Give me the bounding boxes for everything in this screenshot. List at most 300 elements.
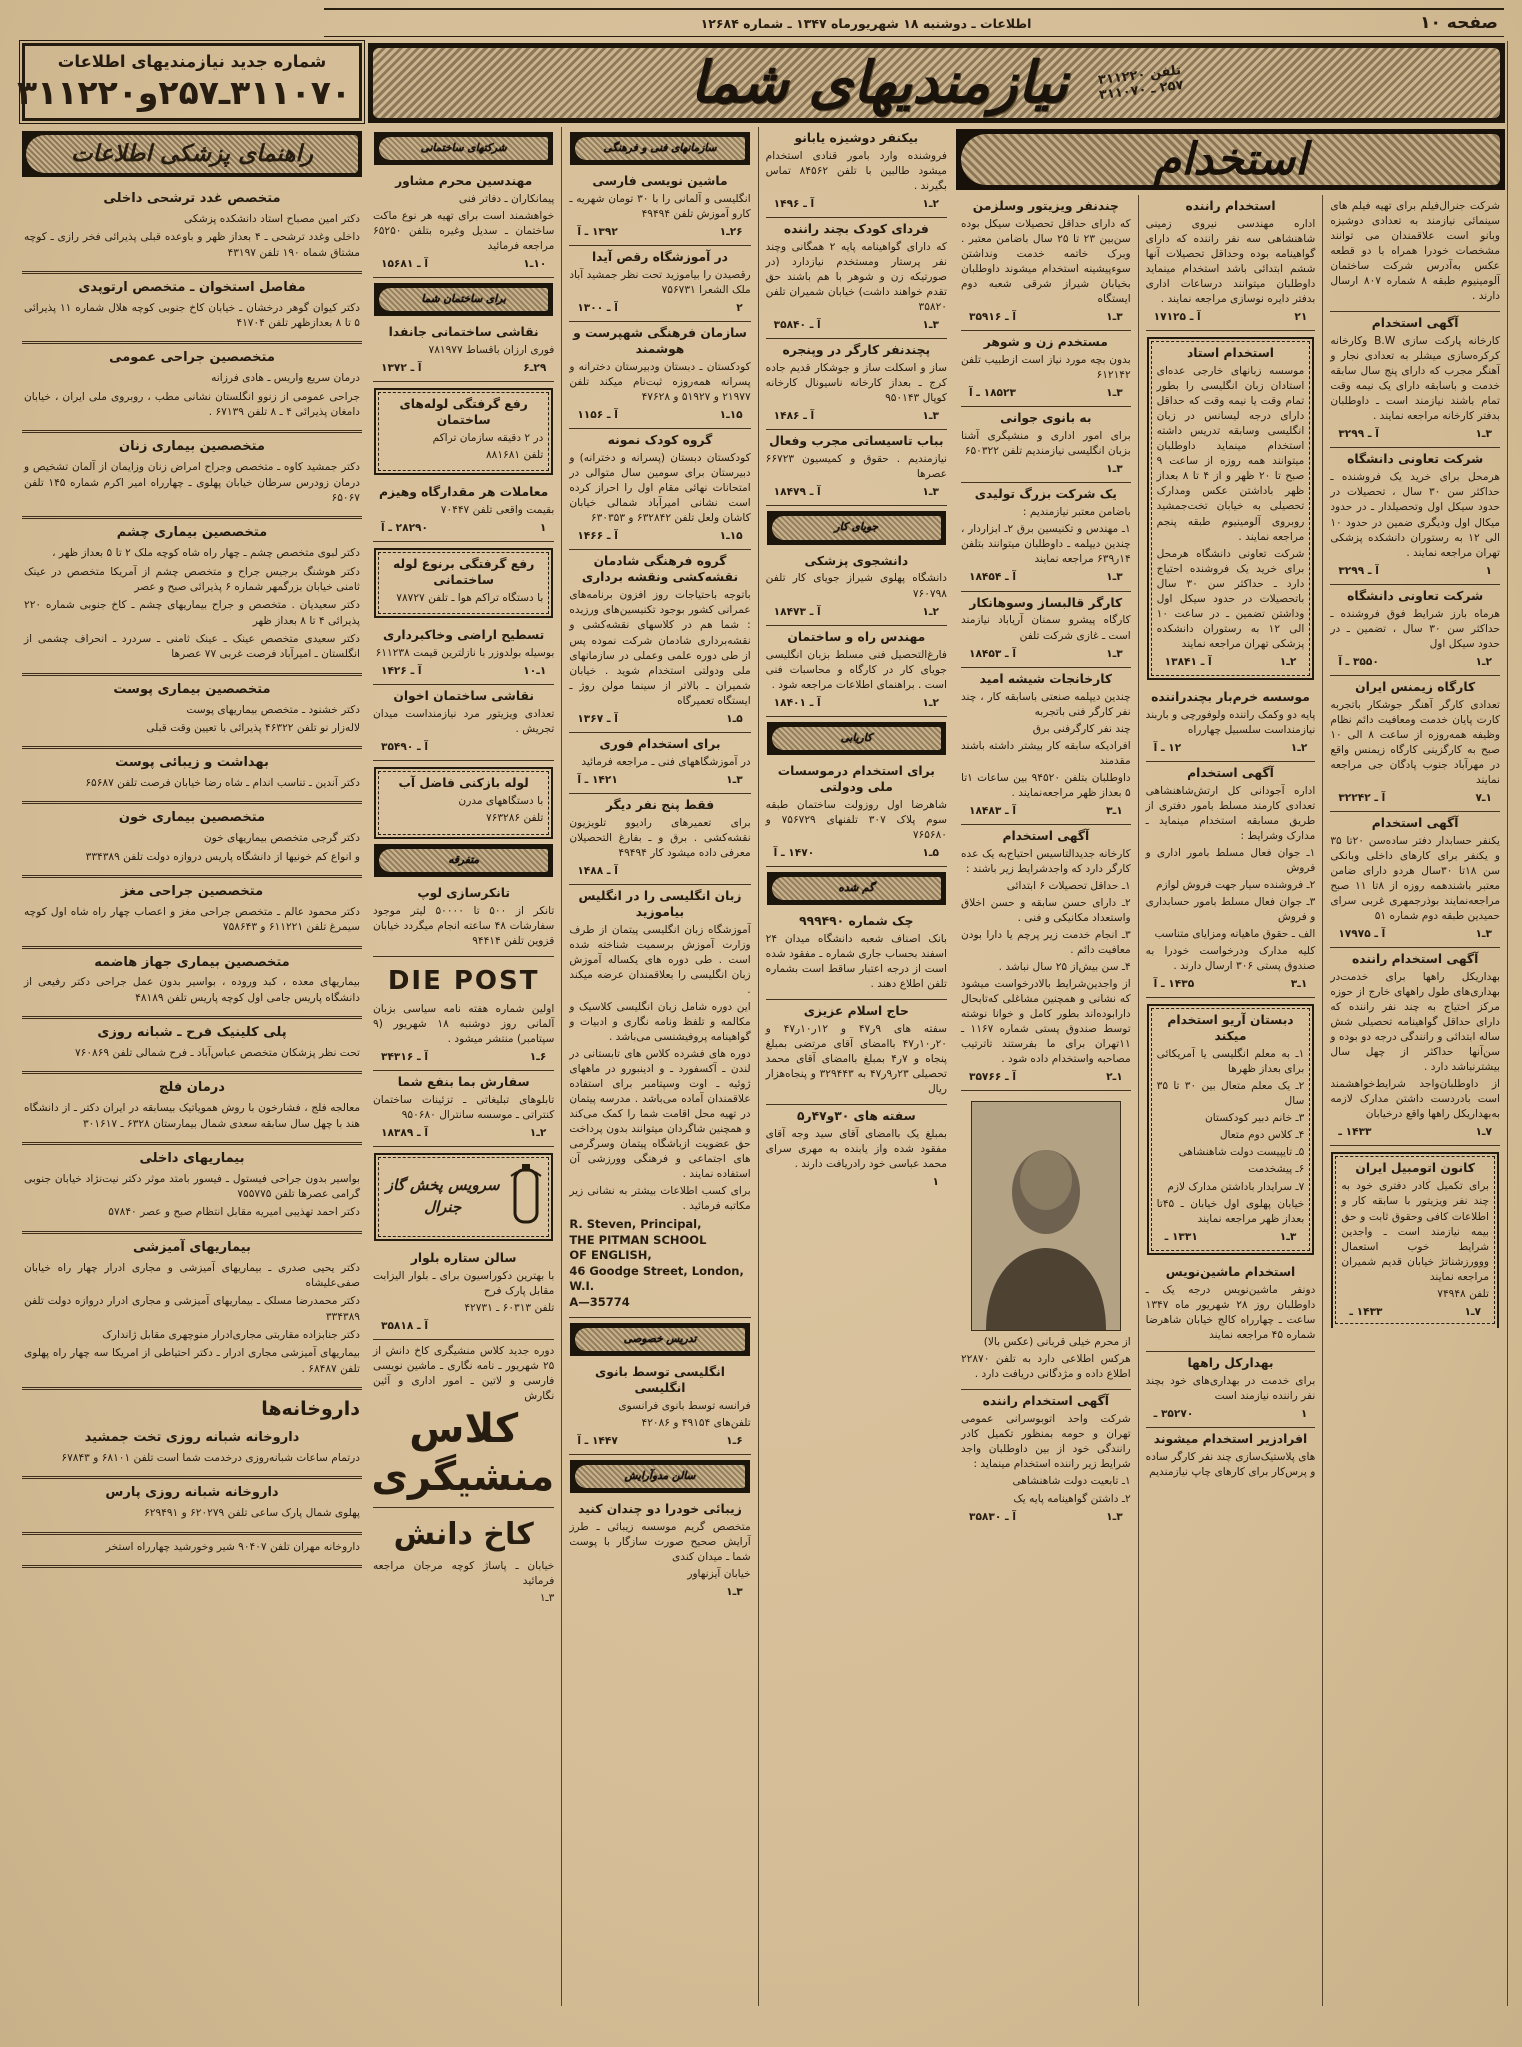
page-columns bbox=[14, 41, 1508, 2006]
medical-entry: بیماریهای آمیزشی مجاری ادرار ـ دکتر احتیاطی از امریکا سه چهار راه پهلوی تلفن ۶۸۴۸۷ . bbox=[24, 1347, 360, 1375]
classified-ad bbox=[373, 481, 554, 542]
ad-body-line: کلیه مدارک ودرخواست خودرا به صندوق پستی ۳۰۶ ارسال دارند . bbox=[1145, 945, 1316, 973]
ad-body-line: ۳ـ انجام خدمت زیر پرچم یا دارا بودن معافیت دائم . bbox=[960, 928, 1131, 956]
ad-id: آ ـ ۳۵۹۱۶ bbox=[968, 311, 1016, 324]
gas-service-ad bbox=[374, 1153, 553, 1241]
ad-run-count: ۳ـ۱ bbox=[726, 1585, 743, 1598]
ad-body-line: فارغ‌التحصیل فنی مسلط بزبان انگلیسی جویای کار در کارگاه و محاسبات فنی است . براهنمای اطلاعات مراجعه شود . bbox=[765, 648, 947, 691]
ad-body-line: بدون بچه مورد نیاز است ازطبیب تلفن ۶۱۲۱۴۲ bbox=[960, 354, 1131, 382]
ad-id: آ ـ ۱۸۴۵۳ bbox=[968, 647, 1016, 660]
column-visitor bbox=[954, 195, 1138, 2006]
ad-title: تانکرسازی لوپ bbox=[417, 885, 510, 900]
ad-title: بباب تاسیساتی مجرب وفعال bbox=[769, 434, 944, 449]
column-ranandeh bbox=[1138, 195, 1323, 2006]
classified-ad bbox=[373, 624, 554, 685]
ad-title: دانشجوی پزشکی bbox=[804, 553, 909, 568]
ad-title: یک شرکت بزرگ تولیدی bbox=[974, 487, 1117, 502]
ad-body-line: تلفن ۸۸۱۶۸۱ bbox=[485, 449, 544, 462]
ad-body-line: تعدادی کارگر آهنگر جوشکار باتجربه کارت پایان خدمت ومعافیت دائم نظام وظیفه همه‌روزه از ساعت ۸ الی ۱۰ صبح به کارگزینی کارگاه زیمنس واقع در مهرآباد جنوب پادگان جی مراجعه نمایند bbox=[1330, 698, 1500, 786]
ad-id: آ ـ ۱۵۶۸۱ bbox=[381, 258, 428, 271]
ad-body-line: ۲ـ یک معلم متعال بین ۳۰ تا ۳۵ سال bbox=[1156, 1080, 1305, 1108]
medical-entry: تحت نظر پزشکان متخصص عباس‌آباد ـ فرح شمالی تلفن ۷۶۰۸۶۹ bbox=[74, 1046, 360, 1059]
ad-body-line: ۴ـ سن بیش‌از ۲۵ سال نباشد . bbox=[998, 961, 1131, 974]
ad-title: شرکت تعاونی دانشگاه bbox=[1347, 452, 1484, 467]
ad-run-count: ۱ـ۱۰ bbox=[523, 665, 547, 678]
ad-body-line: متخصص گریم موسسه زیبائی ـ طرز آرایش صحیح صورت سازگار با پوست شما ـ میدان کندی bbox=[569, 1520, 751, 1563]
ad-run-count: ۱ bbox=[539, 522, 547, 535]
classified-ad bbox=[373, 170, 554, 278]
ad-title: لوله بازکنی فاضل آب bbox=[398, 776, 529, 791]
ad-code bbox=[569, 1584, 750, 1600]
ad-run-count: ۲ـ۱ bbox=[1475, 655, 1492, 668]
medical-entry: معالجه فلج ، فشارخون با روش همویاتیک بیسابقه در ایران دکتر ـ از دانشگاه هند با چهل سال سابقه سعدی شمال بیمارستان ۶۳۲۸ ـ ۳۰۱۶۱۷ bbox=[24, 1102, 360, 1130]
classifieds-title: نیازمندیهای شما bbox=[690, 50, 1068, 116]
ad-title: استخدام استاد bbox=[1186, 346, 1275, 361]
ad-body-line: باضامن معتبر نیازمندیم : bbox=[1022, 506, 1131, 519]
ad-title: سالن ستاره بلوار bbox=[410, 1250, 517, 1265]
ad-body-line: این دوره شامل زبان انگلیسی کلاسیک و مکالمه و تلفظ ونامه نگاری و ادبیات و گواهینامه پروفیشنسی می‌باشد . bbox=[569, 1000, 751, 1044]
ad-title: نقاشی ساختمان اخوان bbox=[393, 689, 534, 704]
ad-title: بهدارکل راهها bbox=[1187, 1355, 1274, 1370]
photo-caption: از محرم خیلی قربانی (عکس بالا) bbox=[983, 1336, 1131, 1349]
classified-ad bbox=[1330, 676, 1500, 812]
classified-ad bbox=[961, 1390, 1131, 1529]
ad-run-count: ۶ـ۱ bbox=[529, 1050, 547, 1063]
classified-ad bbox=[961, 825, 1131, 1091]
medical-section bbox=[22, 185, 362, 274]
ad-body-line: اولین شماره هفته نامه سیاسی بزبان آلمانی روز دوشنبه ۱۸ شهریور (۹ سپتامبر) منتشر میشود . bbox=[373, 1002, 555, 1045]
ad-id: آ ـ ۱۸۳۸۹ bbox=[381, 1126, 428, 1139]
ad-id: ۱۴۷۰ ـ آ bbox=[773, 846, 815, 859]
latin-address-block: R. Steven, Principal, THE PITMAN SCHOOL OF ENGLISH, 46 Goodge Street, London, W.I. A—35774 bbox=[569, 1217, 744, 1309]
ad-body-line: سفته های ۹ر۴۷ و ۱۲ر۱۰ر۴۷ و ۲۰ر۱۰ر۴۷ باامضای آقای مرتضی بمبلغ پنجاه و ۷ر۴ بمبلغ باامضای آقای محمد تحصیلی ۲۳ر۹ر۴۷ به ۳۲۹۴۴۳ و پنجاه‌هزار ریال bbox=[765, 1022, 947, 1096]
ad-body-line: داوطلبان بتلفن ۹۴۵۲۰ بین ساعات ۱تا ۵ بعداز ظهر مراجعه‌نمایند . bbox=[960, 771, 1131, 799]
ad-body-line: آموزشگاه زبان انگلیسی پیتمان از طرف وزارت آموزش برسمیت شناخته شده است . طی دوره های یکساله آموزش زبان انگلیسی را بعلاقمندان عرضه میکند . bbox=[569, 923, 751, 996]
gas-cylinder-icon bbox=[509, 1162, 543, 1231]
ad-run-count: ۱ـ۲ bbox=[1106, 1071, 1123, 1084]
ad-title: مهندس راه و ساختمان bbox=[787, 629, 926, 644]
ad-body-line: شرکت جنرال‌فیلم برای تهیه فیلم های سینمائی نیازمند به تعدادی دوشیزه وبانو است علاقمندان می توانند مشخصات خودرا همراه با دو قطعه عکس به‌آدرس شرکت ساختمان آلومینیوم طبقه ۸ شماره ۸۰۷ ارسال دارند . bbox=[1330, 200, 1500, 303]
ad-title: نقاشی ساختمانی جانفدا bbox=[388, 325, 539, 340]
medical-section bbox=[22, 1019, 362, 1074]
ad-run-count: ۵ـ۱ bbox=[726, 712, 743, 725]
ad-code bbox=[1330, 1124, 1500, 1140]
ad-body-line: شرکت تعاونی دانشگاه هرمحل برای خرید یک فروشنده احتیاج دارد ـ حداکثر سن ۳۰ سال باتحصیلات در حدود سیکل اول وداشتن تضمین ـ در ساعت ۱۰ الی ۱۲ به رستوران دانشکده پزشکی تهران مراجعه نمایند bbox=[1156, 547, 1305, 650]
ad-body-line: تلفن‌های ۴۹۱۵۴ و ۴۲۰۸۶ bbox=[641, 1416, 751, 1429]
ad-run-count: ۲ـ۱ bbox=[922, 198, 939, 211]
medical-entry: دکتر محمدرضا مسلک ـ بیماریهای آمیزشی و مجاری ادرار دروازه دولت تلفن ۳۳۴۳۸۹ bbox=[24, 1295, 360, 1323]
medical-entry: دکتر امین مصباح استاد دانشکده پزشکی bbox=[184, 212, 360, 225]
ad-run-count: ۳ـ۱ bbox=[1279, 1230, 1297, 1243]
medical-section-heading: بیماریهای آمیزشی bbox=[133, 1239, 251, 1255]
ad-body-line: ۱ـ تابعیت دولت شاهنشاهی bbox=[1012, 1475, 1131, 1488]
ad-title: پچندنفر کارگر در وپنجره bbox=[782, 343, 931, 358]
phone-box-numbers: ۳۱۱۰۷۰ـ۲۵۷و۳۱۱۲۲۰ bbox=[17, 73, 351, 112]
ad-code bbox=[961, 646, 1131, 662]
ad-run-count: ۷ـ۱ bbox=[1464, 1305, 1481, 1318]
ad-title: بیکنفر دوشیزه یابانو bbox=[794, 131, 919, 145]
gas-service-title: سرویس پخش گاز جنرال bbox=[385, 1175, 500, 1217]
ad-run-count: ۶ـ۱ bbox=[726, 1434, 743, 1447]
medical-entry: بیماریهای معده ، کبد وروده ، بواسیر بدون عمل جراحی دکتر رفیعی از دانشگاه پاریس جامی اول کوچه پاریس تلفن ۴۸۱۸۹ bbox=[24, 976, 360, 1004]
display-ad bbox=[373, 1340, 554, 1508]
pharmacy-entry bbox=[22, 1535, 362, 1568]
ad-title: افرادزیر استخدام میشوند bbox=[1153, 1431, 1308, 1446]
classified-ad bbox=[569, 246, 750, 322]
ad-body-line: بهداریکل راهها برای خدمت‌در بهداری‌های طول راههای خارج از حوزه مرکز احتیاج به چند نفر راننده که دارای حداقل گواهینامه تحصیلی شش ساله ابتدائی و رانندگی درجه دو بوده و سن‌آنها حداکثر از چهل سال بیشترنباشد دارد . bbox=[1330, 971, 1500, 1074]
ad-body-line: هرمحل برای خرید یک فروشنده ـ حداکثر سن ۳۰ سال ، تحصیلات در حدود سیکل اول وتحصیلدار ـ در حدود میکال اول ودیگری ضمین در حدود ۱۰ الی ۱۲ به رستوران دانشکده پزشکی تهران مراجعه نمایند . bbox=[1330, 471, 1500, 559]
classified-ad bbox=[766, 127, 947, 218]
classifieds-main bbox=[366, 41, 1508, 2006]
boxed-ad bbox=[1147, 337, 1315, 680]
classified-ad bbox=[1146, 762, 1316, 998]
ad-id: آ ـ ۱۸۴۷۳ bbox=[773, 605, 821, 618]
classified-ad bbox=[373, 1071, 554, 1147]
display-ad-text: ۳ـ۱ bbox=[539, 1591, 555, 1604]
ad-body-line: ۴ـ کلاس دوم متعال bbox=[1219, 1129, 1305, 1142]
ad-code bbox=[569, 224, 750, 240]
classified-ad bbox=[961, 668, 1131, 825]
ad-code bbox=[373, 739, 554, 755]
ad-title: آگهی استخدام راننده bbox=[982, 1394, 1109, 1409]
ad-id: آ ـ ۳۵۷۶۶ bbox=[968, 1071, 1016, 1084]
ad-id: آ ـ ۳۵۸۳۰ bbox=[968, 1510, 1016, 1523]
ad-title: مستخدم زن و شوهر bbox=[983, 335, 1108, 350]
ad-title: کارخانجات شیشه امید bbox=[979, 671, 1113, 686]
ad-run-count: ۱۰ـ۱ bbox=[523, 258, 547, 271]
ad-run-count: ۱ـ۳ bbox=[1290, 978, 1308, 991]
ad-run-count: ۲۹ـ۶ bbox=[523, 362, 547, 375]
ad-body-line: شاهرضا اول روزولت ساختمان طبقه سوم پلاک ۳۰۷ تلفنهای ۷۵۶۷۲۹ و ۷۶۵۶۸۰ bbox=[765, 798, 947, 841]
column-sakhtemani bbox=[366, 127, 561, 2006]
boxed-ad bbox=[1147, 1004, 1315, 1254]
ad-body-line: برای تکمیل کادر دفتری خود به چند نفر ویزیتور با سابقه کار و اطلاعات کافی وحقوق ثابت و حق بیمه نیازمند است ـ واجدین شرایط خوب استعمال ووورزشناتژ خیابان قدیم شمیران مراجعه نمایند bbox=[1341, 1180, 1489, 1283]
medical-entry: دکتر هوشنگ برجیس جراح و متخصص چشم از آمریکا متخصص در عینک ثامنی خیابان بزرگمهر شماره ۶ پذیرائی صبح و عصر bbox=[24, 565, 360, 593]
ad-id: ۱۳۳۱ ـ bbox=[1164, 1230, 1198, 1243]
ad-code bbox=[1157, 1229, 1305, 1245]
ad-body-line: برای کسب اطلاعات بیشتر به نشانی زیر مکاتبه فرمائید . bbox=[569, 1185, 751, 1213]
ad-id: آ ـ ۱۸۴۵۴ bbox=[968, 571, 1016, 584]
medical-section bbox=[22, 804, 362, 878]
ad-run-count: ۲۶ـ۱ bbox=[719, 226, 743, 239]
ad-run-count: ۲ـ۱ bbox=[1279, 655, 1297, 668]
ad-body-line: با بهترین دکوراسیون برای ـ بلوار الیزابت مقابل پارک فرح bbox=[373, 1269, 555, 1297]
section-banner bbox=[375, 845, 552, 876]
ad-body-line: ۱ـ مهندس و تکنیسین برق ۲ـ ابزاردار ، چندین دیپلمه ـ داوطلبان میتوانند بتلفن ۱۴ر۶۳۹ مراجعه نمایند bbox=[960, 523, 1131, 566]
ad-title: حاج اسلام عزیزی bbox=[803, 1003, 909, 1018]
ad-code bbox=[569, 1433, 750, 1449]
medical-section bbox=[22, 749, 362, 804]
classified-ad bbox=[569, 733, 750, 794]
ad-body-line: تلفن ۶۰۳۱۳ ـ ۴۲۷۳۱ bbox=[464, 1301, 555, 1314]
ad-body-line: ۶ـ پیشخدمت bbox=[1248, 1163, 1305, 1176]
classified-ad bbox=[1146, 686, 1316, 762]
ad-run-count: ۳ـ۱ bbox=[1106, 1510, 1123, 1523]
classified-ad bbox=[766, 910, 947, 1000]
ad-body-line: ۱ـ حداقل تحصیلات ۶ ابتدائی bbox=[1006, 879, 1131, 892]
ad-code bbox=[766, 196, 947, 212]
classified-ad bbox=[766, 430, 947, 506]
classified-ad bbox=[373, 882, 554, 957]
column-employment-right bbox=[1322, 195, 1507, 2006]
ad-run-count: ۳ـ۱ bbox=[726, 773, 743, 786]
ad-body-line: برای تعمیرهای رادیوو تلویزیون نقشه‌کشی . برق و ـ بفارغ التحصیلان معرفی داده میشود کار ۴۹۴۹۴ bbox=[569, 816, 751, 859]
ad-id: آ ـ ۳۲۹۹ bbox=[1338, 564, 1379, 577]
employment-banner: استخدام bbox=[956, 129, 1505, 190]
ad-body-line: موسسه زبانهای خارجی عده‌ای استادان زبان انگلیسی را بطور تمام وقت یا نیمه وقت که حداقل دارای درجه لیسانس در زبان انگلیسی وسابقه تدریس داشته استخدام مینماید داوطلبان میتوانند همه روزه از ساعت ۹ صبح تا ۲۰ ظهر و از ۴ تا ۸ بعداز ظهر باداشتن عکس ومدارک تحصیلی به خیابان تخت‌جمشید روبروی آلومینیوم طبقه پنجم مراجعه نمایند . bbox=[1156, 365, 1305, 543]
ad-body-line: فوری ارزان باقساط ۷۸۱۹۷۷ bbox=[428, 344, 555, 357]
ad-body-line: چندین دیپلمه صنعتی باسابقه کار ، چند نفر کارگر فنی باتجربه bbox=[960, 690, 1131, 718]
ad-run-count: ۱ bbox=[1300, 1407, 1308, 1420]
ad-code bbox=[569, 300, 750, 316]
masthead-dateline: اطلاعات ـ دوشنبه ۱۸ شهریورماه ۱۳۴۷ ـ شماره ۱۲۶۸۴ bbox=[700, 15, 1032, 31]
classified-ad bbox=[1146, 1428, 1316, 1487]
gas-service-row bbox=[384, 1162, 543, 1231]
ad-id: آ ـ ۱۴۶۶ bbox=[577, 530, 618, 543]
medical-entry: دکتر سعیدیان . متخصص و جراح بیماریهای چشم ـ کاخ جنوبی شماره ۲۲۰ پذیرائی ۴ تا ۸ بعداز ظهر bbox=[24, 599, 360, 627]
ad-id: آ ـ ۱۳۸۴۱ bbox=[1164, 655, 1212, 668]
medical-entry: دکتر آندین ـ تناسب اندام ـ شاه رضا خیابان فرصت تلفن ۶۵۶۸۷ bbox=[85, 777, 360, 790]
ad-run-count: ۱۵ـ۱ bbox=[719, 530, 743, 543]
section-banner-label: سازمانهای فنی و فرهنگی bbox=[575, 137, 744, 160]
page-header bbox=[324, 8, 1504, 37]
medical-section bbox=[22, 878, 362, 949]
ad-id: آ ـ ۳۵۸۱۸ bbox=[381, 1319, 428, 1332]
pharmacy-info: داروخانه مهران تلفن ۹۰۴۰۷ شیر وخورشید چهارراه استخر bbox=[105, 1540, 360, 1553]
ad-title: چک شماره ۹۹۹۴۹۰ bbox=[799, 913, 914, 928]
ad-run-count: ۳ـ۱ bbox=[1106, 647, 1123, 660]
ad-code bbox=[961, 569, 1131, 585]
photo-caption: هرکس اطلاعی دارد به تلفن ۲۲۸۷۰ اطلاع داده و مژدگانی دریافت دارد . bbox=[960, 1353, 1131, 1381]
ad-title: رفع گرفتگی برنوع لوله ساختمانی bbox=[393, 557, 535, 588]
classified-ad bbox=[961, 195, 1131, 331]
medical-entry: و انواع کم خونیها از دانشگاه پاریس دروازه دولت تلفن ۳۳۴۳۸۹ bbox=[85, 850, 360, 863]
classifieds-title-banner bbox=[368, 43, 1505, 123]
boxed-ad bbox=[374, 548, 553, 618]
ad-code bbox=[1341, 1304, 1489, 1320]
section-banner bbox=[571, 1324, 748, 1355]
ad-run-count: ۳ـ۱ bbox=[922, 410, 939, 423]
ad-code bbox=[1146, 740, 1316, 756]
ad-body-line: کارخانه جدیدالتاسیس احتیاج‌به یک عده کارگر دارد که واجدشرایط زیر باشند : bbox=[960, 847, 1131, 875]
ad-id: آ ـ ۱۸۴۸۳ bbox=[968, 804, 1016, 817]
classified-ad bbox=[1330, 585, 1500, 676]
section-banner-label: شرکتهای ساختمانی bbox=[379, 137, 548, 160]
ad-id: ۱۴۴۷ ـ آ bbox=[577, 1434, 618, 1447]
medical-section-heading: مفاصل استخوان ـ متخصص ارتوپدی bbox=[78, 279, 306, 295]
medical-section bbox=[22, 949, 362, 1020]
ad-body-line: ۲ـ فروشنده سیار جهت فروش لوازم bbox=[1155, 879, 1316, 892]
classified-ad bbox=[1330, 812, 1500, 948]
ad-body-line: شرکت واحد اتوبوسرانی عمومی تهران و حومه بمنظور تکمیل کادر رانندگی خود از بین داوطلبان واجد شرایط زیر راننده استخدام مینماید : bbox=[960, 1413, 1131, 1471]
ad-title: فردای کودک بچند راننده bbox=[783, 222, 929, 237]
classified-ad bbox=[1330, 948, 1500, 1146]
classified-ad bbox=[1146, 1261, 1316, 1352]
classified-ad bbox=[569, 550, 750, 732]
ad-id: ۱۴۳۳ ـ bbox=[1349, 1305, 1383, 1318]
ad-title: استخدام راننده bbox=[1185, 199, 1276, 213]
ad-body-line: ۳ـ خانم دبیر کودکستان bbox=[1205, 1112, 1305, 1125]
ad-id: آ ـ ۱۷۹۷۵ bbox=[1338, 928, 1386, 941]
ad-body-line: رقصیدن را بیاموزید تحت نظر جمشید آباد ملک الشعرا ۷۵۶۷۳۱ bbox=[569, 269, 751, 297]
pharmacy-entry bbox=[22, 1424, 362, 1479]
ad-id: ۱۲ ـ آ bbox=[1153, 741, 1182, 754]
section-banner bbox=[571, 133, 748, 164]
ad-id: آ ـ ۱۴۸۸ bbox=[577, 864, 618, 877]
classified-ad bbox=[1330, 195, 1500, 312]
ad-body-line: الف ـ حقوق ماهیانه ومزایای متناسب bbox=[1154, 928, 1316, 941]
ad-run-count: ۲ـ۱ bbox=[529, 1126, 547, 1139]
ad-body-line: بوسیله بولدوزر با نازلترین قیمت ۶۱۱۲۳۸ bbox=[375, 647, 555, 660]
ad-body-line: چند نفر کارگرفنی برق bbox=[1032, 722, 1131, 735]
ad-body-line: ۱ـ به معلم انگلیسی یا آمریکائی برای بعداز ظهرها bbox=[1156, 1048, 1305, 1076]
classified-ad bbox=[373, 321, 554, 382]
ad-body-line: نیازمندیم . حقوق و کمیسیون ۶۶۷۲۳ عصرها bbox=[765, 453, 947, 481]
ad-body-line: از واجدین‌شرایط بالادرخواست میشود که نشانی و همچنین مشاغلی که‌تابحال دارابوده‌اند بطور کامل و خوانا نوشته توسط صندوق پستی شماره ۱۱۶۷ ـ ۱۱تهران برای ما بفرستند تاترتیب مصاحبه واستخدام داده شود . bbox=[960, 978, 1131, 1066]
classified-ad bbox=[766, 1000, 947, 1105]
ad-title: انگلیسی توسط بانوی انگلیسی bbox=[595, 1364, 725, 1395]
column-juyaye-kar bbox=[758, 127, 954, 2006]
ad-id: ۱۴۲۱ ـ آ bbox=[577, 773, 618, 786]
ad-code bbox=[569, 528, 750, 544]
ad-body-line: ۲ـ داشتن گواهینامه پایه یک bbox=[1013, 1492, 1131, 1505]
ad-code bbox=[1146, 976, 1316, 992]
ad-title: ماشین نویسی فارسی bbox=[592, 174, 728, 189]
ad-code bbox=[1146, 1345, 1316, 1346]
medical-guide-sections bbox=[22, 185, 362, 1390]
display-ad-title: منشیگری bbox=[371, 1453, 555, 1500]
ad-body-line: فرانسه توسط بانوی فرانسوی bbox=[618, 1399, 751, 1412]
ad-id: ۱۴۳۵ ـ آ bbox=[1153, 978, 1195, 991]
ad-code bbox=[766, 484, 947, 500]
ad-code bbox=[1146, 1406, 1316, 1422]
ad-body-line: ۷ـ سرایدار باداشتن مدارک لازم bbox=[1167, 1180, 1305, 1193]
medical-entry: دکتر لبوی متخصص چشم ـ چهار راه شاه کوچه ملک ۲ تا ۵ بعداز ظهر ، bbox=[52, 547, 360, 560]
ad-code bbox=[373, 1049, 554, 1065]
ad-id: آ ـ ۱۷۱۲۵ bbox=[1153, 311, 1201, 324]
medical-entry: دکتر احمد تهذیبی امیریه مقابل انتظام صبح و عصر ۵۷۸۴۰ bbox=[108, 1206, 360, 1219]
ad-id: آ ـ ۳۲۹۹ bbox=[1338, 428, 1379, 441]
ad-body-line: تانکر از ۵۰۰ تا ۵۰۰۰۰ لیتر موجود سفارشات ۴۸ ساعته انجام میگردد خیابان قزوین تلفن ۹۴۴۱۴ bbox=[373, 904, 555, 947]
medical-section-heading: متخصصین جراحی عمومی bbox=[109, 350, 275, 366]
photo-notice bbox=[961, 1091, 1131, 1390]
pharmacy-entry bbox=[22, 1479, 362, 1534]
ad-code bbox=[766, 604, 947, 620]
ad-body-line: تلفن ۷۶۳۲۸۶ bbox=[485, 812, 544, 825]
ad-body-line: های پلاستیک‌سازی چند نفر کارگر ساده و پرس‌کار برای کارهای چاپ نیازمندیم bbox=[1145, 1450, 1316, 1478]
classified-ad bbox=[1146, 195, 1316, 331]
title-banner-phones: تلفن ۳۱۱۲۲۰ ۲۵۷ ـ ۳۱۱۰۷۰ bbox=[1097, 63, 1185, 104]
pharmacy-entries bbox=[22, 1424, 362, 1568]
boxed-ad bbox=[1331, 1152, 1499, 1327]
ad-title: برای استخدام درموسسات ملی ودولتی bbox=[777, 763, 935, 794]
ad-body-line: بقیمت واقعی تلفن ۷۰۴۴۷ bbox=[440, 504, 555, 517]
section-banner bbox=[375, 133, 552, 164]
ad-id: آ ـ ۳۲۲۴۲ bbox=[1338, 791, 1386, 804]
ad-code bbox=[961, 385, 1131, 401]
ad-code bbox=[373, 256, 554, 272]
display-ad bbox=[373, 1508, 554, 1613]
ad-run-count: ۳ـ۱ bbox=[1106, 387, 1123, 400]
ad-id: ۳۵۵۰ ـ آ bbox=[1338, 655, 1379, 668]
ad-body-line: خیابان پهلوی اول خیابان ـ ۴۵تا بعداز ظهر مراجعه نمایند bbox=[1156, 1197, 1305, 1225]
employment-section bbox=[954, 127, 1507, 2006]
ad-title: سفته های ۳۰و۴۷ر۵ bbox=[796, 1109, 916, 1124]
ad-body-line: تابلوهای تبلیغاتی ـ تزئینات ساختمان کنتراتی ـ موسسه سانترال ۹۵۰۶۸۰ bbox=[373, 1093, 555, 1121]
ad-id: آ ـ ۱۴۲۶ bbox=[381, 665, 422, 678]
medical-entry: دکتر جمشید کاوه ـ متخصص وجراح امراض زنان وزایمان از آلمان تشخیص و درمان زودرس سرطان خیابان پهلوی ـ چهارراه امیر اکرم شماره ۱۴۵ تلفن ۶۵۰۶۷ bbox=[24, 461, 360, 504]
medical-section-heading: متخصص غدد ترشحی داخلی bbox=[103, 191, 281, 206]
ad-body-line: دانشگاه پهلوی شیراز جویای کار تلفن ۷۶۰۷۹۸ bbox=[765, 572, 947, 600]
medical-entry: جراحی عمومی از زنوو انگلستان نشانی مطب ، روبروی ملی ایران ، خیابان دامغان پذیرائی ۴ ـ ۸ تلفن ۶۷۱۳۹ . bbox=[24, 390, 360, 419]
ad-title: کانون اتومبیل ایران bbox=[1355, 1161, 1475, 1176]
ad-id: آ ـ ۳۴۳۱۶ bbox=[381, 1050, 428, 1063]
ad-title: آگهی استخدام bbox=[1187, 765, 1274, 780]
ad-title: تسطیح اراضی وخاکبرداری bbox=[383, 628, 545, 643]
ad-title: در آموزشگاه رقص آیدا bbox=[591, 250, 728, 265]
ad-id: ۱۸۵۲۳ ـ آ bbox=[968, 387, 1016, 400]
phone-box-title: شماره جدید نیازمندیهای اطلاعات bbox=[57, 52, 327, 71]
ad-title: مهندسین محرم مشاور bbox=[395, 174, 533, 189]
ad-body-line: اداره آجودانی کل ارتش‌شاهنشاهی تعدادی کارمند مسلط بامور دفتری از طریق مسابقه استخدام مینماید ـ مدارک وشرایط : bbox=[1145, 784, 1316, 842]
ad-code bbox=[1330, 654, 1500, 670]
ad-code bbox=[1157, 654, 1305, 670]
classified-ad bbox=[569, 429, 750, 550]
ad-code bbox=[569, 407, 750, 423]
ad-title: آگهی استخدام bbox=[1002, 828, 1090, 843]
ad-body-line: یکنفر حسابدار دفتر ساده‌سن ۲۰تا ۳۵ و یکنفر برای کارهای داخلی وبانکی سن ۱۸تا ۳۰سال هردو دارای ضامن معتبر باشندهمه روزه از ۸تا ۱۱ صبح مراجعه‌نمایند بوذرجمهری غربی سرای حمیدین طبقه دوم شماره ۵۱ bbox=[1330, 834, 1500, 923]
ad-id: آ ـ ۱۸۴۰۱ bbox=[773, 696, 821, 709]
medical-entry: دکتر گرجی متخصص بیماریهای خون bbox=[203, 832, 360, 845]
pharmacy-info: پهلوی شمال پارک ساعی تلفن ۶۲۰۲۷۹ و ۶۲۹۴۹۱ bbox=[144, 1507, 360, 1520]
classified-ad bbox=[1146, 1352, 1316, 1428]
missing-person-photo bbox=[971, 1101, 1121, 1331]
classified-ad bbox=[569, 322, 750, 429]
ad-code bbox=[961, 309, 1131, 325]
ad-run-count: ۱ bbox=[932, 1176, 939, 1189]
ad-title: سازمان فرهنگی شهپرست و هوشمند bbox=[573, 326, 747, 357]
ad-title: کارگر قالبساز وسوهانکار bbox=[969, 595, 1123, 610]
classified-ad bbox=[961, 483, 1131, 591]
medical-section-heading: درمان فلج bbox=[159, 1080, 225, 1096]
ad-body-line: برای خدمت در بهداری‌های خود بچند نفر راننده نیازمند است bbox=[1145, 1374, 1316, 1402]
ad-title: استخدام ماشین‌نویس bbox=[1165, 1264, 1296, 1279]
classified-ad bbox=[373, 685, 554, 761]
medical-section bbox=[22, 1234, 362, 1390]
ad-body-line: برای امور اداری و منشیگری آشنا بزبان انگلیسی نیازمندیم تلفن ۶۵۰۳۲۲ bbox=[960, 430, 1131, 458]
ad-run-count: ۳ـ۱ bbox=[1475, 428, 1492, 441]
column-farhangi bbox=[561, 127, 757, 2006]
ad-id: ۱۳۹۲ ـ آ bbox=[577, 226, 618, 239]
boxed-ad bbox=[374, 767, 553, 838]
ad-run-count: ۱ـ۳ bbox=[1106, 804, 1123, 817]
ad-body-line: بانک اصناف شعبه دانشگاه میدان ۲۴ اسفند بحساب جاری شماره ـ مفقود شده است از درجه اعتبار ساقط است بشماره تلفن اطلاع دهند . bbox=[765, 932, 947, 990]
ad-id: آ ـ ۱۸۴۷۹ bbox=[773, 486, 821, 499]
ad-run-count: ۲ـ۱ bbox=[922, 605, 939, 618]
medical-entry: دکتر سعیدی متخصص عینک ـ عینک ثامنی ـ سردرد ـ انحراف چشمی از انگلستان ـ امیرآباد فرصت غربی ۷۷ عصرها bbox=[24, 632, 360, 661]
classified-ad bbox=[766, 218, 947, 339]
medical-entry: دکتر محمود عالم ـ متخصص جراحی مغز و اعصاب چهار راه شاه اول کوچه سیمرغ تلفن ۶۱۱۲۲۱ و ۷۵۸۶۴۳ bbox=[24, 905, 360, 934]
latin-ad-title: DIE POST bbox=[387, 965, 540, 996]
medical-section-heading: متخصصین بیماری چشم bbox=[116, 525, 268, 541]
ad-body-line: کودکستان ـ دبستان ودبیرستان دخترانه و پسرانه همه‌روزه ثبت‌نام میکند تلفن ۲۱۹۷۷ و ۵۱۹۲۷ و ۴۷۶۲۸ bbox=[569, 361, 751, 404]
classified-ad bbox=[373, 1247, 554, 1340]
section-banner bbox=[571, 1461, 748, 1492]
ad-body-line: خواهشمند است برای تهیه هر نوع ماکت ساختمان ـ سدیل وغیره بتلفن ۶۵۲۵۰ مراجعه فرمائید bbox=[373, 210, 555, 253]
section-banner-label: جویای کار bbox=[772, 516, 941, 539]
classified-ad bbox=[569, 794, 750, 885]
ad-run-count: ۷ـ۱ bbox=[1475, 1126, 1492, 1139]
